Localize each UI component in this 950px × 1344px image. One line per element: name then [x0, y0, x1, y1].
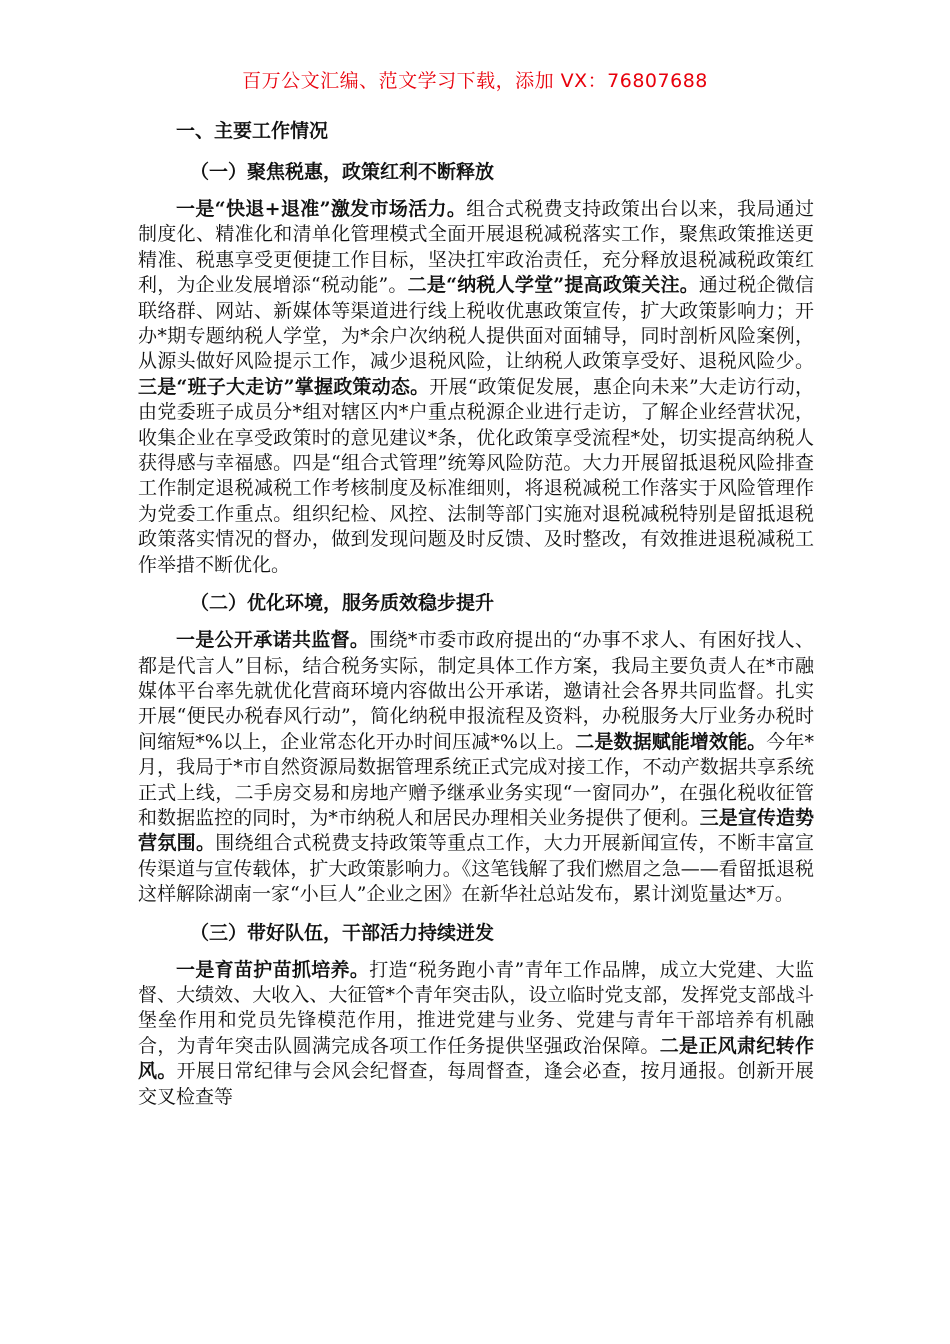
- section-title: （二）优化环境，服务质效稳步提升: [190, 592, 495, 615]
- body-text: 组合式税费支持政策出台以来，我局通过制度化、精准化和清单化管理模式全面开展退税减税落实工作，聚焦政策推送更精准、税惠享受更便捷工作目标，坚决扛牢政治责任，充分释放退税减税政策红利，为企业发展增添“税动能”。: [138, 198, 814, 297]
- body-text: 开展日常纪律与会风会纪督查，每周督查，逢会必查，按月通报。创新开展交叉检查等: [138, 1060, 814, 1108]
- body-text: 围绕组合式税费支持政策等重点工作，大力开展新闻宣传，不断丰富宣传渠道与宣传载体，扩大政策影响力。《这笔钱解了我们燃眉之急——看留抵退税这样解除湖南一家“小巨人”企业之困》在新华社总站发布，累计浏览量达*万。: [138, 832, 814, 906]
- section-title: （三）带好队伍，干部活力持续迸发: [190, 921, 495, 944]
- lead-phrase: 二是数据赋能增效能。: [575, 730, 767, 753]
- section-paragraph: [138, 958, 814, 1110]
- body-text: 打造“税务跑小青”青年工作品牌，成立大党建、大监督、大绩效、大收入、大征管*个青年突击队，设立临时党支部，发挥党支部战斗堡垒作用和党员先锋模范作用，推进党建与业务、党建与青年干部培养有机融合，为青年突击队圆满完成各项工作任务提供坚强政治保障。: [138, 958, 814, 1057]
- body-text: 今年*月，我局于*市自然资源局数据管理系统正式完成对接工作，不动产数据共享系统正式上线，二手房交易和房地产赠予继承业务实现“一窗同办”，在强化税收征管和数据监控的同时，为*市纳税人和居民办理相关业务提供了便利。: [138, 730, 814, 829]
- section-paragraph: [138, 197, 814, 578]
- lead-phrase: 二是“纳税人学堂”提高政策关注。: [407, 274, 699, 297]
- section-title: （一）聚焦税惠，政策红利不断释放: [190, 161, 495, 183]
- body-text: 开展“政策促发展，惠企向未来”大走访行动，由党委班子成员分*组对辖区内*户重点税源企业进行走访，了解企业经营状况，收集企业在享受政策时的意见建议*条，优化政策享受流程*处，切实提高纳税人获得感与幸福感。四是“组合式管理”统筹风险防范。大力开展留抵退税风险排查工作制定退税减税工作考核制度及标准细则，将退税减税工作落实于风险管理作为党委工作重点。组织纪检、风控、法制等部门实施对退税减税特别是留抵退税政策落实情况的督办，做到发现问题及时反馈、及时整改，有效推进退税减税工作举措不断优化。: [138, 375, 815, 576]
- lead-phrase: 三是宣传造势营氛围。: [138, 806, 814, 855]
- lead-phrase: 一是育苗护苗抓培养。: [176, 958, 370, 981]
- lead-phrase: 三是“班子大走访”掌握政策动态。: [138, 375, 430, 398]
- lead-phrase: 一是公开承诺共监督。: [176, 629, 370, 652]
- lead-phrase: 二是正风肃纪转作风。: [138, 1034, 814, 1083]
- watermark-banner: 百万公文汇编、范文学习下载，添加 VX：76807688: [242, 70, 708, 92]
- body-text: 围绕*市委市政府提出的“办事不求人、有困好找人、都是代言人”目标，结合税务实际，制定具体工作方案，我局主要负责人在*市融媒体平台率先就优化营商环境内容做出公开承诺，邀请社会各界共同监督。扎实开展“便民办税春风行动”，简化纳税申报流程及资料，办税服务大厅业务办税时间缩短*%以上，企业常态化开办时间压减*%以上。: [138, 629, 814, 753]
- lead-phrase: 一是“快退+退准”激发市场活力。: [176, 198, 467, 220]
- body-text: 通过税企微信联络群、网站、新媒体等渠道进行线上税收优惠政策宣传，扩大政策影响力；开办*期专题纳税人学堂，为*余户次纳税人提供面对面辅导，同时剖析风险案例，从源头做好风险提示工作，减少退税风险，让纳税人政策享受好、退税风险少。: [138, 274, 814, 373]
- section-paragraph: [138, 628, 814, 907]
- document-body: [138, 118, 814, 1122]
- heading-main: 一、主要工作情况: [176, 120, 329, 142]
